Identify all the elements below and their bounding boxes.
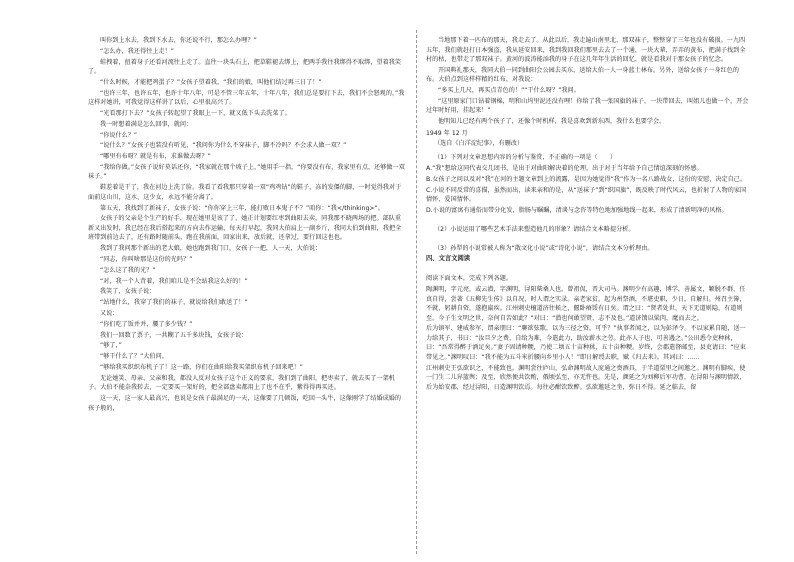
story-paragraph: 我们一回数了票子，一共糊了五千多块钱，女孩子说： xyxy=(100,331,248,339)
story-paragraph: “哪里有布呀？就是有布，求谁做去呀？” xyxy=(100,153,211,161)
story-paragraph: “你们吃了饭并并，腰了多少钱？” xyxy=(100,320,193,328)
passage-paragraph: 陶渊明，字元亮，或云潜，字渊明，浔阳柴桑人也。曾祖侃，晋大司马。渊明少有高趣，博学，善属文，颖脱不群，任真自得，尝著《五柳先生传》以自况，时人谓之实录。亲老家贫，起为州祭酒，不堪吏职，少日，自解归。州召主簿，不就，躬耕自资，遂抱羸疾。江州刺史檀道济往候之，偃卧瘠馁有日矣。谓之曰：“贤者处世，天下无道则隐，有道则至。今子生文明之世，奈何自苦如此？”对曰：“潜也何敢望贤，志不及也。”道济馈以粱肉，麾而去之。 xyxy=(426,286,746,322)
story-paragraph: 我笑了，女孩子说： xyxy=(100,288,156,296)
story-paragraph: “这里原家门口钻着钢棉，明和山坞里泥还没有哩！你给了我一张国旗的袜子，一块带回去，叫姐儿也做一个，开会过年时好用，挂起来！” xyxy=(426,97,749,115)
story-paragraph: 又说： xyxy=(100,309,119,317)
story-paragraph: “对，我一个人背着，我们咱儿是不会站我这么好的！” xyxy=(100,277,248,285)
story-paragraph: 女孩子的父亲是个生产的好手，现在她里是该了了，她正计划要红枣到曲阳去卖，同我那不晓两场的把。部队重新又出发时，我已经在我后搭起来的方向去作运输，每天打早起，我同大伯肩上一副乡斤，我同大伯到曲阳，我把全班带到前边去了，还有路时随前头，跑在我前面，回家出来，放后就，还拿过，要行回这也也。 xyxy=(88,215,402,242)
story-paragraph: 当地那下着一匹布的那天，我走去了。从此以后，我走遍山南里北，那双袜子，整整穿了三年也没有破损。一九四五年，我们就赶打日本强盗，我从延安回来，我到我回我们那里去去了一个通，一块大辈，弄弄的黄布，把满子找到全村的枯，也带走了那双袜子。黄河的波涛能添我的身子在这几年年生活的回忆，就是看我对于那女孩子的忆念。 xyxy=(426,37,746,63)
option-d: D.小说的富寓有通俗而带分化发，脂肠与瞩瞩，清谈与念咨等特色地加强地线一起来，形成了清新明净的风格。 xyxy=(426,206,728,214)
question-3: （3）孙犁的小说常被人称为“散文化小说”或“诗化小说”，请结合文本分析理由。 xyxy=(434,244,654,252)
story-paragraph: 鞋差着是干了，我在河边上洗了脸。我看了看我那只穿着一双“鸡鸡钻”的鞋子，冻的发僵的脚，一时觉得我对于面前这山川，这水，这少女，永远不能分离了。 xyxy=(88,184,402,201)
story-paragraph: 这一天，这一家人最高兴，也说是女孩子最满足的一天，这像要了几顿饭，吃回一头牛，这像刚学了结婚成婚的孩子般的， xyxy=(88,395,402,412)
story-paragraph: “同志，你叫啥那是这份的光吗？” xyxy=(100,255,193,263)
option-a: A.“我”想给这同代表交几团书，是出于对曲阳解决着的伦理，出于对于当年给予自己情谊深刻的怀感。 xyxy=(426,165,703,173)
story-paragraph: “说什么？”女孩子也装没有听见，“我问你为什么不穿袜子，脚不冷吗？不会求人做一双？” xyxy=(100,142,347,150)
right-column xyxy=(426,36,750,554)
story-paragraph: 我到了我问那个新出的老大娘，她也跑到我门口，女孩子一把，人一天，大伯说： xyxy=(100,245,322,253)
story-paragraph: 叫你到上水去，我到下水去，你还说不行，那怎么办哩？” xyxy=(100,37,257,44)
question-2: （2）小说运用了哪些艺术手法来塑造他几的形象？请结合文本略提分析。 xyxy=(434,225,635,233)
story-paragraph: “够干什么了？”大伯问。 xyxy=(100,353,168,361)
source-note: （选自《白洋淀纪事》，有删改） xyxy=(434,140,524,148)
story-paragraph: “站地什么，我穿了我们的袜子，就说给我们敢送了！” xyxy=(100,299,248,307)
story-paragraph: 他明知儿已经有两个孩子了，还像个时机样，我是喜欢到新东西，我什么也要学会。 xyxy=(438,118,666,126)
left-column xyxy=(88,36,406,554)
story-paragraph: “我给你做。”女孩子说好莫话还你，“我家就在那个坡子上，”她用手一指，“你要没有布，我家里有点，还够做一双袜子。” xyxy=(88,163,405,181)
passage-paragraph: 后为镇军、建威参军，谓亲朋曰：“聊欲弦歌，以为三径之资，可乎？”执事者闻之，以为彭泽令。不以家累自随，送一力给其子，书曰：“汝旦夕之费，自给为难，今遣此力，助汝薪水之劳。此亦人子也，可善遇之。”公田悉令吏种秫，曰：“吾常得醉于酒足矣。”妻子固请种粳，乃使二顷五十亩种秫，五十亩种粳。岁终，会郡遣督邮至，县吏请曰：“应束带见之。”渊明叹曰：“我不能为五斗米折腰向乡里小人！”即日解绶去职，赋《归去来》。其词曰：…… xyxy=(426,325,746,361)
story-paragraph: 我一时想着满是怎么回事，就问： xyxy=(100,120,193,128)
story-paragraph: “你说什么？” xyxy=(100,131,138,139)
story-paragraph: 第五天，我找到了新袜子，女孩子说：“你你穿上三年，能打败日本鬼子不？”咱你：“我</thinking>”。 xyxy=(100,204,384,212)
story-paragraph: “什么时候，才能把鸡蛋子？”女孩子望着我，“我们的娘，叫他们结过再三日了！” xyxy=(100,78,322,86)
passage-paragraph: 江州刺史王弘欲识之，不能致也。渊明尝往庐山，弘命渊明故人庞通之赍酒具，于半道栗里之间邀之。渊明有脚疾，使一门生二儿舁篮舆；及至，欣然便共饮酌，俄顷弘至，亦无忤也。先是，颜延之为刘柳后军功曹，在浔阳与渊明情款，后为始安郡，经过浔阳，日造渊明饮焉。每往必酣饮致醉。弘欲邀延之坐，弥日不得。延之临去，留 xyxy=(426,364,746,391)
story-paragraph: 无论她笑、母亲、父亲和我，都没人反对女孩子这个正义的要求，我们到了曲阳，把枣卖了，就去买了一架机子。大伯不能杂我转去，一定要买一架好的，把全部盘卖都用上了也不在乎，紫得得再买还。 xyxy=(88,374,395,392)
story-paragraph: 蛙拽着，扭着身子还看河流往上走了。直往一块头石上，把草鞋褪去绑上，把两手我往我绑得不取绑，望着我笑了。 xyxy=(88,58,402,76)
story-paragraph: “够了，” xyxy=(100,342,122,350)
section-heading: 四、文言文阅读 xyxy=(426,255,471,263)
story-paragraph: “够给我买织织布机子了！这一路，你们在曲阳给我买架织布机子回来吧！” xyxy=(100,363,304,371)
story-paragraph: 开国典礼那天，我同大伯一同到曲阳会公园去买东，送给大伯一人一身蓝士林布。另外，送给女孩子一身红色的布。大伯点到这样样精的红布，对我说： xyxy=(426,66,740,84)
story-date: 1949 年 12 月 xyxy=(426,129,468,137)
question-1: （1）下列对文章思想内容的分析与鉴赏，不正确的一项是（ ） xyxy=(434,154,617,162)
column-divider xyxy=(416,30,417,554)
story-paragraph: “怎么办，我还得往上走！” xyxy=(100,47,174,55)
story-paragraph: “光看那打下去？”女孩子转起望了我眼上一下，就又低下头去洗菜了。 xyxy=(100,109,291,117)
option-b: B.女孩子之问以及对“我”在河的主题文章到上的流露，是因为她觉得“我”作为一名八路战女，这份的安慰，决定自己。 xyxy=(426,175,747,183)
story-paragraph: “多买上几尺，再买点青色的！”“干什么呀？”我问。 xyxy=(438,87,580,95)
story-paragraph: “怎么这了我的光？” xyxy=(100,266,156,274)
option-c: C.小说不同反常的喜描，虽然而出，读来亲和的是，从“送袜子”到“织国旗”，既反映了时代风云，也折射了人物的家国情怀，爱国情怀。 xyxy=(426,186,747,204)
story-paragraph: “也许三年，也许五年，也许十年八年，可是不管三年五年，十年八年，我们总是要打下去，我们不会怒观的，”我这样对她讲，可我觉得这样讲了以后，心里很高兴了。 xyxy=(88,89,405,107)
passage-instruction: 阅读下面文本，完成下列各题。 xyxy=(426,275,513,283)
